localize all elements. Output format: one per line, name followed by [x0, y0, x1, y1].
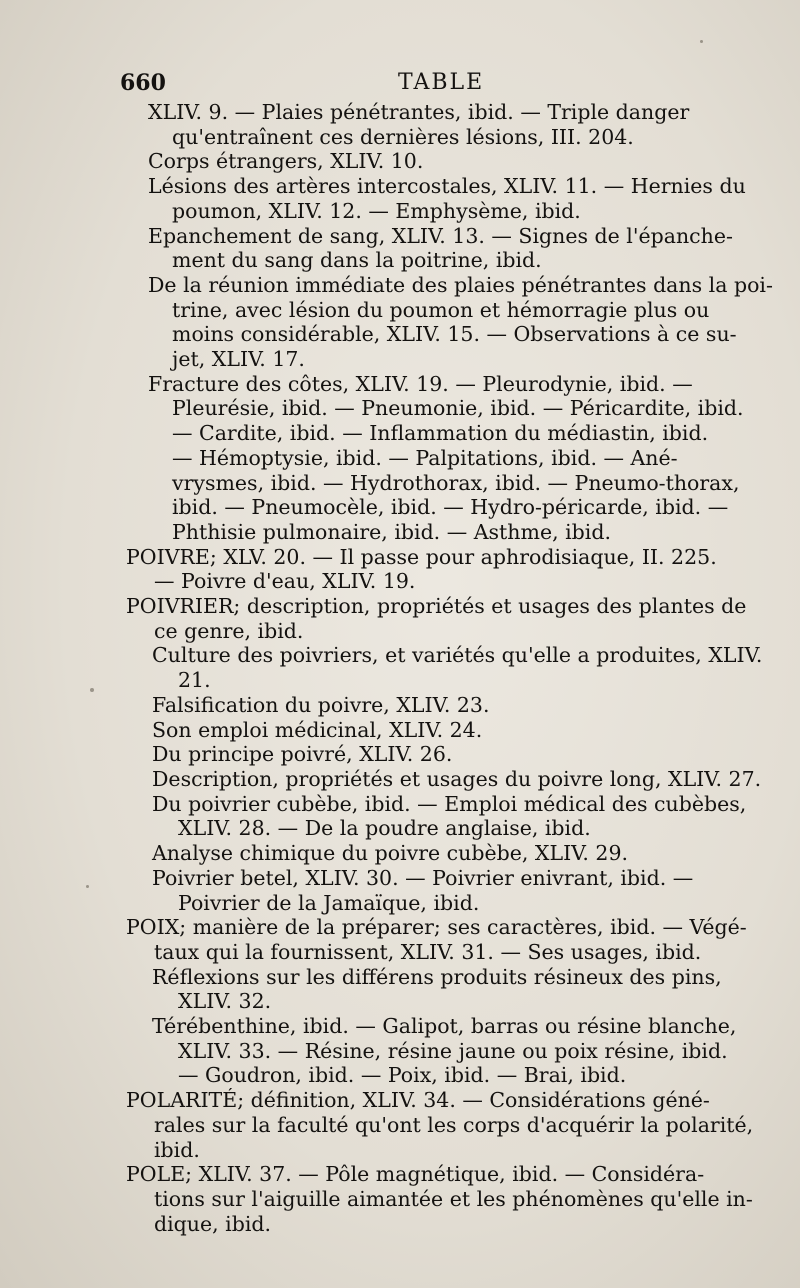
text-line: XLIV. 9. — Plaies pénétrantes, ibid. — Triple danger: [148, 100, 690, 124]
text-line: Phthisie pulmonaire, ibid. — Asthme, ibid.: [172, 519, 611, 544]
text-line: tions sur l'aiguille aimantée et les phénomènes qu'elle in-: [154, 1186, 753, 1211]
text-line: Son emploi médicinal, XLIV. 24.: [152, 717, 483, 742]
text-line: Du principe poivré, XLIV. 26.: [152, 742, 453, 767]
paper-speck: [700, 40, 703, 43]
text-line: — Goudron, ibid. — Poix, ibid. — Brai, ibid.: [178, 1063, 627, 1088]
text-line: XLIV. 28. — De la poudre anglaise, ibid.: [178, 816, 591, 841]
text-line: POIVRIER; description, propriétés et usages des plantes de: [126, 594, 747, 619]
text-line: — Hémoptysie, ibid. — Palpitations, ibid. — Ané-: [172, 445, 678, 470]
text-line: ment du sang dans la poitrine, ibid.: [172, 248, 542, 273]
text-line: Térébenthine, ibid. — Galipot, barras ou résine blanche,: [152, 1014, 737, 1039]
text-line: rales sur la faculté qu'ont les corps d'acquérir la polarité,: [154, 1112, 754, 1137]
index-entry-epanchement: [0, 224, 800, 273]
index-entry-pole: [0, 1162, 800, 1236]
text-line: Culture des poivriers, et variétés qu'elle a produites, XLIV.: [152, 643, 763, 668]
running-title: TABLE: [398, 70, 485, 95]
paper-speck: [86, 885, 89, 888]
index-entry-corps-etrangers: [0, 149, 800, 174]
text-line: ibid.: [154, 1137, 200, 1162]
index-entry-poivrier: [0, 594, 800, 915]
text-line: De la réunion immédiate des plaies pénétrantes dans la poi-: [148, 272, 773, 297]
text-line: Fracture des côtes, XLIV. 19. — Pleurodynie, ibid. —: [148, 371, 693, 396]
text-line: Poivrier de la Jamaïque, ibid.: [178, 890, 480, 915]
text-line: Lésions des artères intercostales, XLIV. 11. — Hernies du: [148, 174, 746, 199]
text-line: Analyse chimique du poivre cubèbe, XLIV. 29.: [152, 841, 629, 866]
index-entry-reunion-immediate: [0, 273, 800, 372]
text-line: XLIV. 33. — Résine, résine jaune ou poix résine, ibid.: [178, 1038, 728, 1063]
text-line: qu'entraînent ces dernières lésions, III. 204.: [172, 124, 634, 149]
text-line: poumon, XLIV. 12. — Emphysème, ibid.: [172, 198, 581, 223]
text-line: Corps étrangers, XLIV. 10.: [148, 149, 424, 174]
index-entry-poivre: [0, 545, 800, 594]
text-line: POIX; manière de la préparer; ses caractères, ibid. — Végé-: [126, 915, 747, 940]
text-line: Falsification du poivre, XLIV. 23.: [152, 692, 490, 717]
text-line: taux qui la fournissent, XLIV. 31. — Ses usages, ibid.: [154, 939, 702, 964]
index-entry-plaies: [0, 100, 800, 149]
index-text: [0, 100, 800, 1236]
text-line: Pleurésie, ibid. — Pneumonie, ibid. — Péricardite, ibid.: [172, 396, 744, 421]
text-line: Description, propriétés et usages du poivre long, XLIV. 27.: [152, 766, 762, 791]
text-line: ce genre, ibid.: [154, 618, 304, 643]
text-line: POLE; XLIV. 37. — Pôle magnétique, ibid. — Considéra-: [126, 1162, 705, 1187]
text-line: Du poivrier cubèbe, ibid. — Emploi médical des cubèbes,: [152, 791, 747, 816]
page-number: 660: [120, 70, 166, 96]
text-line: ibid. — Pneumocèle, ibid. — Hydro-péricarde, ibid. —: [172, 495, 729, 520]
index-entry-poix: [0, 915, 800, 1088]
text-line: — Cardite, ibid. — Inflammation du médiastin, ibid.: [172, 421, 709, 446]
text-line: POLARITÉ; définition, XLIV. 34. — Considérations géné-: [126, 1088, 710, 1113]
text-line: Réflexions sur les différens produits résineux des pins,: [152, 964, 722, 989]
text-line: moins considérable, XLIV. 15. — Observations à ce su-: [172, 322, 737, 347]
page-header: [120, 70, 760, 102]
index-entry-fracture-cotes: [0, 372, 800, 545]
text-line: Epanchement de sang, XLIV. 13. — Signes de l'épanche-: [148, 223, 733, 248]
text-line: dique, ibid.: [154, 1211, 272, 1236]
paper-speck: [90, 688, 94, 692]
text-line: trine, avec lésion du poumon et hémorragie plus ou: [172, 297, 710, 322]
text-line: Poivrier betel, XLIV. 30. — Poivrier enivrant, ibid. —: [152, 865, 694, 890]
index-entry-polarite: [0, 1088, 800, 1162]
text-line: jet, XLIV. 17.: [172, 347, 305, 372]
text-line: POIVRE; XLV. 20. — Il passe pour aphrodisiaque, II. 225.: [126, 544, 717, 569]
text-line: vrysmes, ibid. — Hydrothorax, ibid. — Pneumo-thorax,: [172, 470, 740, 495]
index-entry-lesions-arteres: [0, 174, 800, 223]
text-line: — Poivre d'eau, XLIV. 19.: [154, 569, 416, 594]
text-line: XLIV. 32.: [178, 989, 272, 1014]
text-line: 21.: [178, 668, 211, 693]
